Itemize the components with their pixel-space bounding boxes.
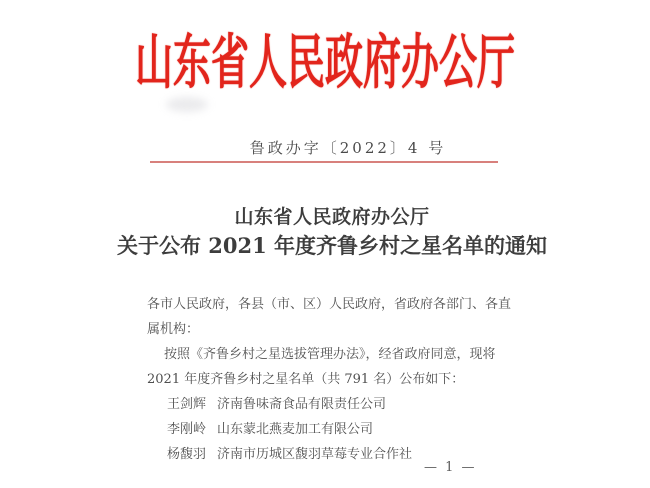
honoree-org: 济南鲁味斋食品有限责任公司 [217,397,387,412]
paragraph-line1: 按照《齐鲁乡村之星选拔管理办法》，经省政府同意，现将 [164,347,496,362]
recipients-line1: 各市人民政府，各县（市、区）人民政府，省政府各部门、各直 [147,297,512,312]
page-number: — 1 — [424,460,477,475]
doc-body [147,292,513,467]
doc-title-line1: 山东省人民政府办公厅 [234,206,430,228]
honoree-name: 王剑辉 [167,397,207,412]
red-divider-line [150,161,498,163]
honoree-org: 山东蒙北燕麦加工有限公司 [217,422,374,437]
honoree-name: 李刚岭 [167,422,207,437]
paragraph-line2: 2021 年度齐鲁乡村之星名单（共 791 名）公布如下： [147,372,465,387]
recipients-line2: 属机构： [147,322,200,337]
scan-smudge-artifact [166,97,208,112]
honoree-row [147,417,513,442]
doc-title-line2: 关于公布 2021 年度齐鲁乡村之星名单的通知 [116,233,548,258]
honoree-name: 杨馥羽 [167,447,207,462]
honoree-row [147,392,513,417]
honoree-org: 济南市历城区馥羽草莓专业合作社 [217,447,413,462]
doc-title [0,203,650,261]
masthead-title: 山东省人民政府办公厅 [134,26,515,97]
doc-number: 鲁政办字〔2022〕4 号 [249,139,447,157]
